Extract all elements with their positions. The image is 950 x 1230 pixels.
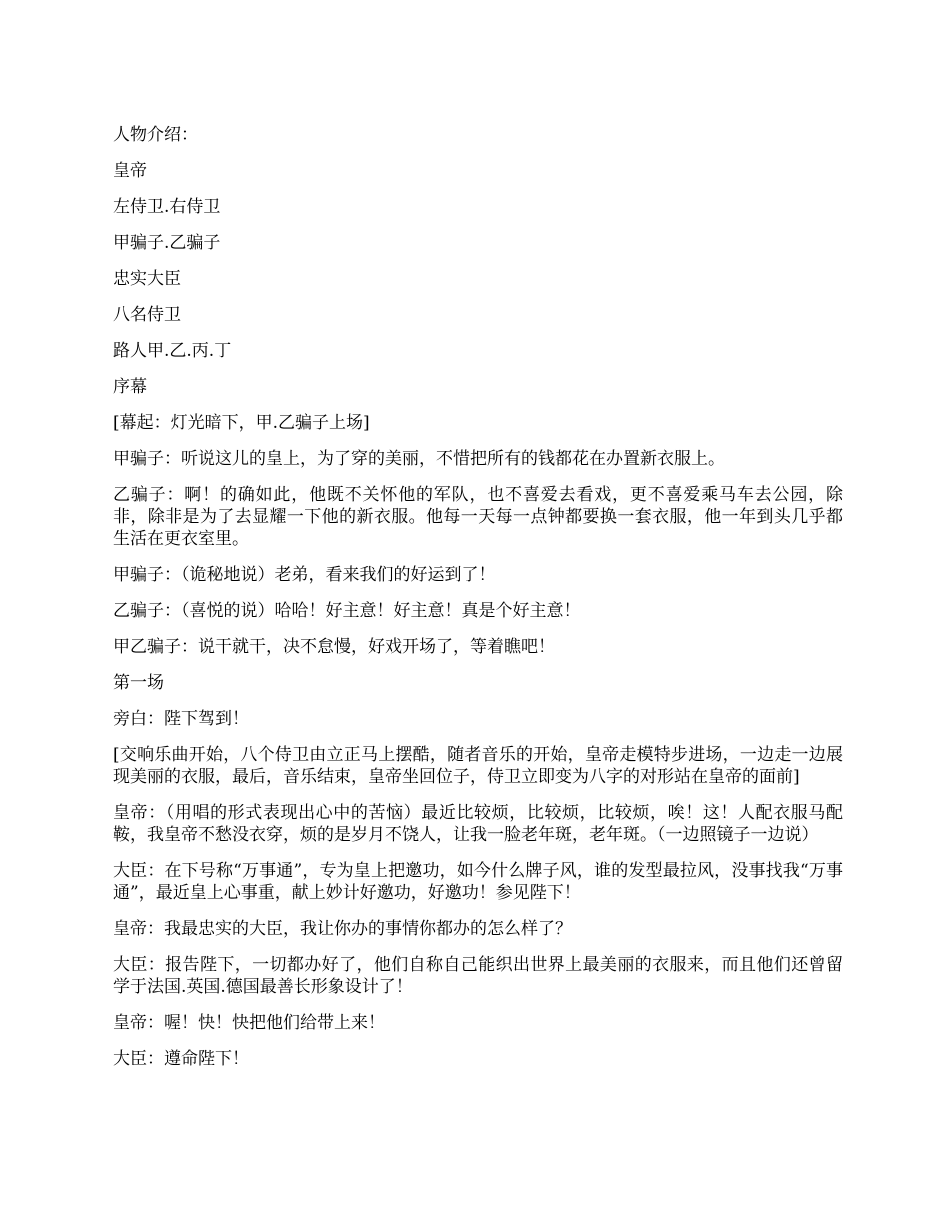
paragraph-cast-swindlers: 甲骗子.乙骗子 [113,233,221,253]
paragraph-dialogue: 大臣：在下号称“万事通”，专为皇上把邀功，如今什么牌子风，谁的发型最拉风，没事找我“万事通”，最近皇上心事重，献上妙计好邀功，好邀功！参见陛下！ [113,861,843,903]
paragraph-narration: 旁白：陛下驾到！ [113,709,249,729]
paragraph-dialogue: 乙骗子：（喜悦的说）哈哈！好主意！好主意！真是个好主意！ [113,601,581,621]
paragraph-cast-passersby: 路人甲.乙.丙.丁 [113,341,232,361]
paragraph-cast-heading: 人物介绍： [113,125,198,145]
paragraph-cast-guards: 左侍卫.右侍卫 [113,197,221,217]
paragraph-dialogue: 乙骗子：啊！的确如此，他既不关怀他的军队，也不喜爱去看戏，更不喜爱乘马车去公园，除非，除非是为了去显耀一下他的新衣服。他每一天每一点钟都要换一套衣服，他一年到头几乎都生活在更衣室里。 [113,485,843,549]
paragraph-stage-direction: [幕起：灯光暗下，甲.乙骗子上场] [113,413,370,433]
paragraph-dialogue: 皇帝：（用唱的形式表现出心中的苦恼）最近比较烦，比较烦，比较烦，唉！这！人配衣服马配鞍，我皇帝不愁没衣穿，烦的是岁月不饶人，让我一脸老年斑，老年斑。（一边照镜子一边说） [113,803,843,845]
paragraph-stage-direction: [交响乐曲开始，八个侍卫由立正马上摆酷，随者音乐的开始，皇帝走模特步进场，一边走一边展现美丽的衣服，最后，音乐结束，皇帝坐回位子，侍卫立即变为八字的对形站在皇帝的面前] [113,745,843,787]
paragraph-cast-emperor: 皇帝 [113,161,147,181]
paragraph-dialogue: 甲骗子：听说这儿的皇上，为了穿的美丽，不惜把所有的钱都花在办置新衣服上。 [113,449,725,469]
paragraph-cast-eight-guards: 八名侍卫 [113,305,181,325]
paragraph-dialogue: 大臣：遵命陛下！ [113,1049,249,1069]
paragraph-dialogue: 甲骗子：（诡秘地说）老弟，看来我们的好运到了！ [113,565,496,585]
paragraph-cast-minister: 忠实大臣 [113,269,181,289]
document-body [113,124,843,1084]
paragraph-dialogue: 皇帝：喔！快！快把他们给带上来！ [113,1013,385,1033]
paragraph-dialogue: 皇帝：我最忠实的大臣，我让你办的事情你都办的怎么样了？ [113,919,572,939]
paragraph-prologue-heading: 序幕 [113,377,147,397]
paragraph-dialogue: 甲乙骗子：说干就干，决不怠慢，好戏开场了，等着瞧吧！ [113,637,555,657]
paragraph-dialogue: 大臣：报告陛下，一切都办好了，他们自称自己能织出世界上最美丽的衣服来，而且他们还曾留学于法国.英国.德国最善长形象设计了！ [113,955,843,997]
paragraph-scene-one-heading: 第一场 [113,673,164,693]
